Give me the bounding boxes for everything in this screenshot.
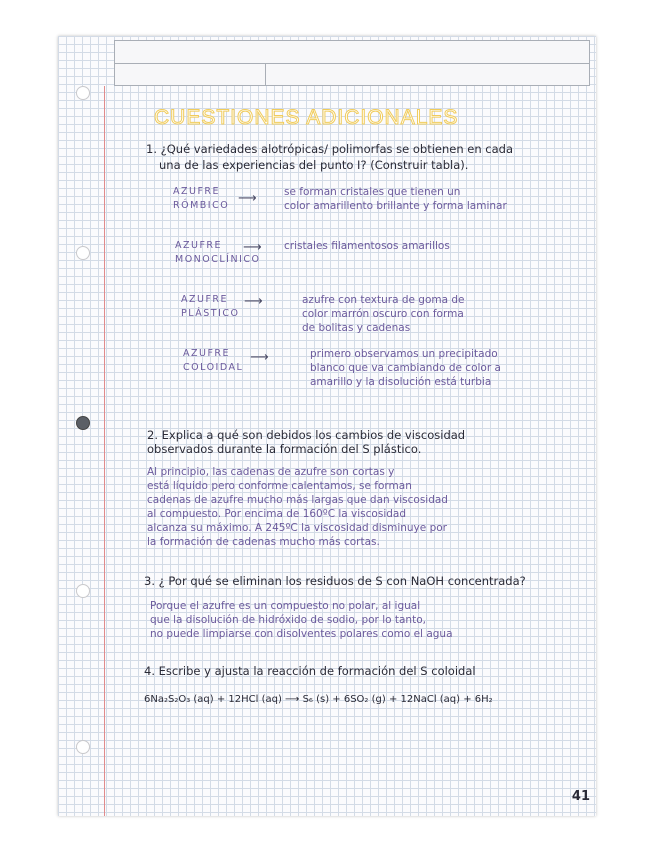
row-plastico-label-1: AZUFRE (181, 294, 229, 305)
answer-2-line-6: la formación de cadenas mucho más cortas. (147, 536, 380, 548)
row-coloidal-desc-1: primero observamos un precipitado (310, 348, 498, 360)
header-divider-vertical (265, 63, 266, 85)
row-rombico-desc-1: se forman cristales que tienen un (284, 186, 461, 198)
arrow-icon: ⟶ (238, 191, 257, 206)
notebook-page (58, 36, 596, 816)
question-2-line-1: 2. Explica a qué son debidos los cambios de viscosidad (147, 428, 466, 442)
answer-2-line-1: Al principio, las cadenas de azufre son cortas y (147, 466, 395, 478)
page-number: 41 (571, 789, 590, 804)
equation: 6Na₂S₂O₃ (aq) + 12HCl (aq) ⟶ S₆ (s) + 6SO₂ (g) + 12NaCl (aq) + 6H₂ (144, 694, 493, 705)
binder-hole (76, 740, 90, 754)
arrow-icon: ⟶ (244, 294, 263, 309)
question-2-line-2: observados durante la formación del S plástico. (147, 442, 422, 456)
row-plastico-desc-2: color marrón oscuro con forma (302, 308, 464, 320)
row-coloidal-desc-3: amarillo y la disolución está turbia (310, 376, 492, 388)
answer-3-line-2: que la disolución de hidróxido de sodio, por lo tanto, (150, 614, 426, 626)
row-rombico-label-2: RÓMBICO (173, 200, 230, 211)
row-coloidal-label-1: AZUFRE (183, 348, 231, 359)
row-monoclinico-label-2: MONOCLÍNICO (175, 254, 261, 265)
question-1-line-2: una de las experiencias del punto I? (Construir tabla). (159, 158, 469, 172)
answer-2-line-3: cadenas de azufre mucho más largas que dan viscosidad (147, 494, 448, 506)
margin-line (104, 86, 105, 816)
answer-2-line-2: está líquido pero conforme calentamos, se forman (147, 480, 412, 492)
arrow-icon: ⟶ (243, 240, 262, 255)
row-plastico-desc-3: de bolitas y cadenas (302, 322, 411, 334)
answer-2-line-5: alcanza su máximo. A 245ºC la viscosidad disminuye por (147, 522, 447, 534)
row-monoclinico-desc-1: cristales filamentosos amarillos (284, 240, 450, 252)
question-3-line-1: 3. ¿ Por qué se eliminan los residuos de S con NaOH concentrada? (144, 574, 526, 588)
row-coloidal-label-2: COLOIDAL (183, 362, 244, 373)
page-title: CUESTIONES ADICIONALES (154, 106, 459, 129)
question-1-line-1: 1. ¿Qué variedades alotrópicas/ polimorfas se obtienen en cada (146, 142, 514, 156)
header-box (114, 40, 590, 86)
answer-2-line-4: al compuesto. Por encima de 160ºC la viscosidad (147, 508, 406, 520)
row-rombico-label-1: AZUFRE (173, 186, 221, 197)
answer-3-line-3: no puede limpiarse con disolventes polares como el agua (150, 628, 453, 640)
row-plastico-label-2: PLÁSTICO (181, 308, 240, 319)
arrow-icon: ⟶ (250, 350, 269, 365)
binder-hole (76, 246, 90, 260)
row-plastico-desc-1: azufre con textura de goma de (302, 294, 465, 306)
binder-hole (76, 416, 90, 430)
answer-3-line-1: Porque el azufre es un compuesto no polar, al igual (150, 600, 421, 612)
binder-hole (76, 584, 90, 598)
row-coloidal-desc-2: blanco que va cambiando de color a (310, 362, 501, 374)
row-rombico-desc-2: color amarillento brillante y forma laminar (284, 200, 507, 212)
row-monoclinico-label-1: AZUFRE (175, 240, 223, 251)
question-4-line-1: 4. Escribe y ajusta la reacción de formación del S coloidal (144, 664, 476, 678)
binder-hole (76, 86, 90, 100)
header-divider (115, 63, 589, 64)
